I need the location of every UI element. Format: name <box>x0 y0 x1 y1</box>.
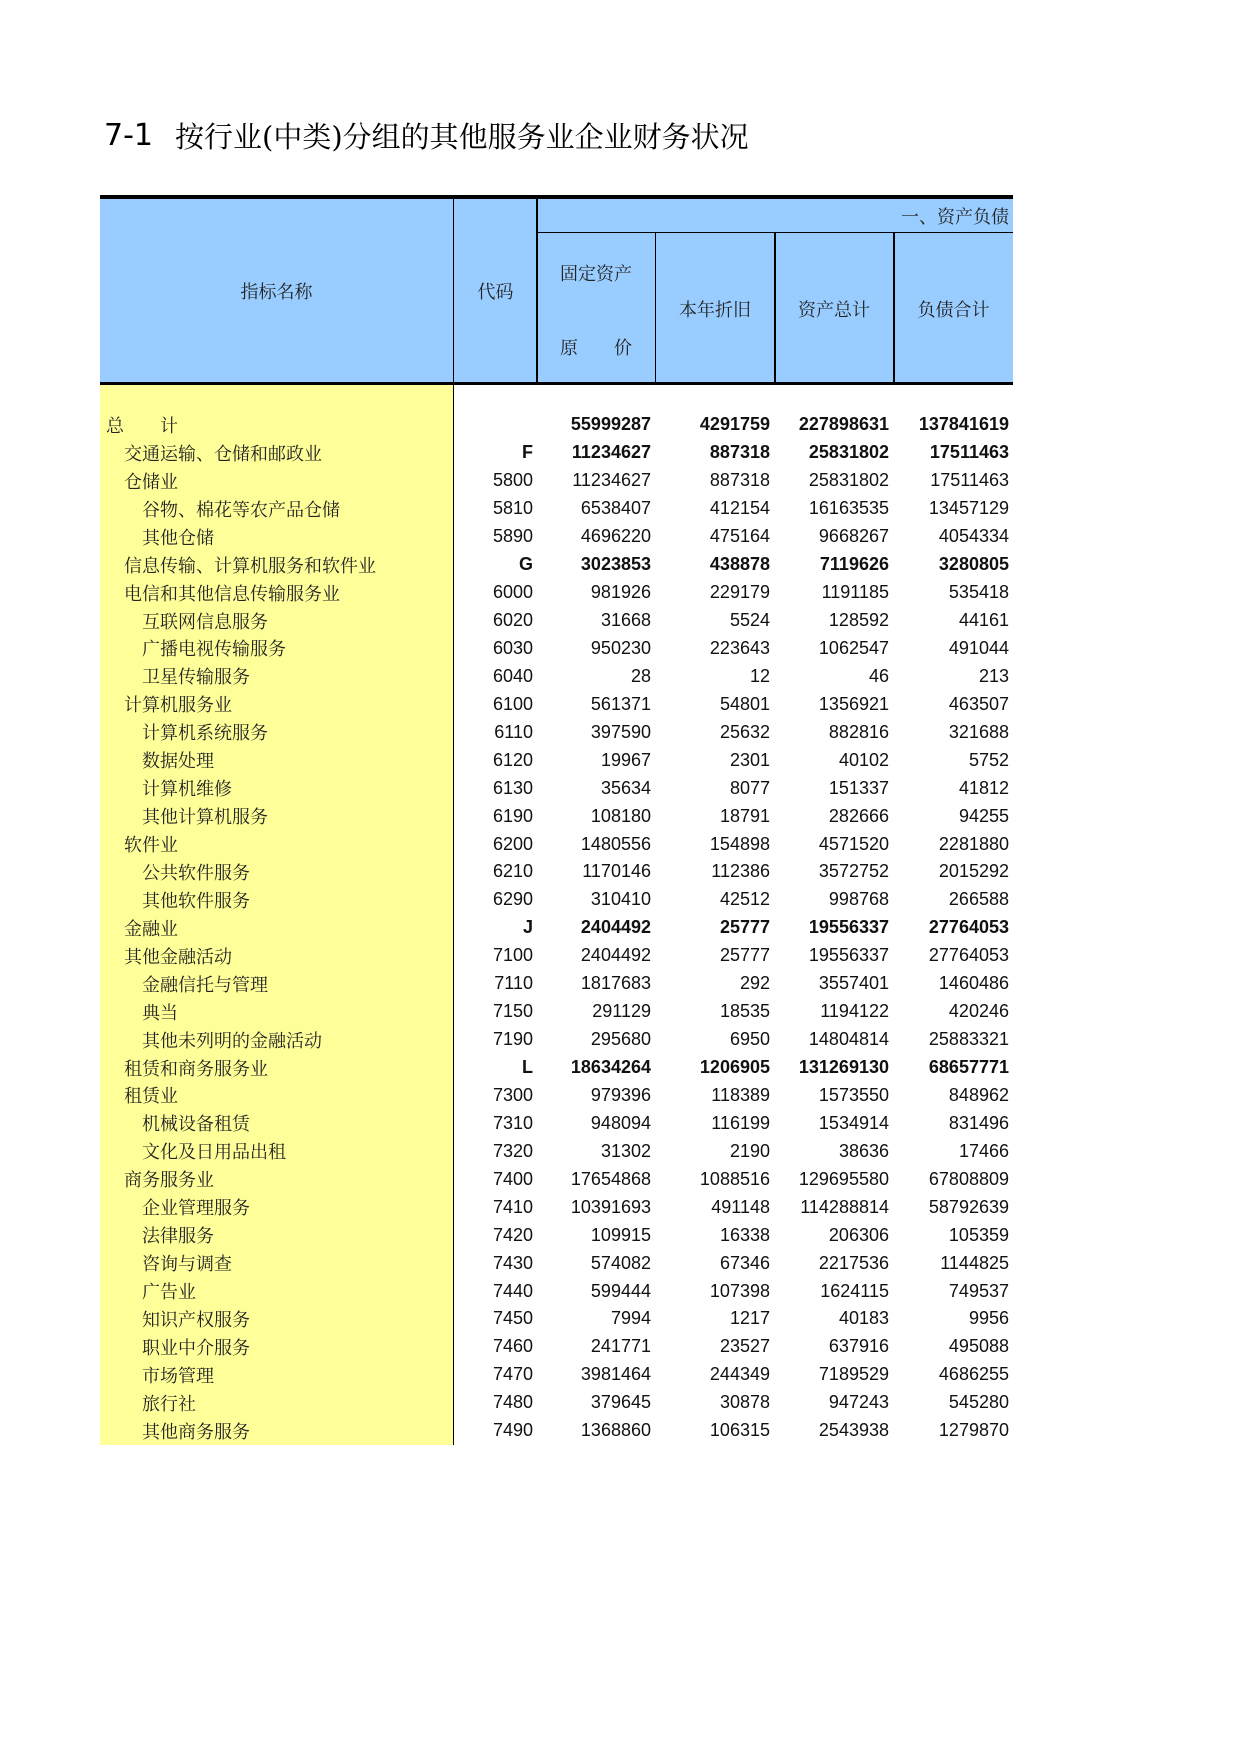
value-fixed-assets: 18634264 <box>570 1057 651 1078</box>
value-depreciation: 475164 <box>709 526 770 547</box>
header-col-fixed-assets-line1: 固定资产 <box>560 264 632 285</box>
row-code: 6020 <box>492 610 533 631</box>
value-total-assets: 19556337 <box>808 945 889 966</box>
value-total-liabilities: 535418 <box>948 582 1009 603</box>
table-row <box>100 774 1013 802</box>
table-row <box>100 802 1013 830</box>
value-total-liabilities: 2015292 <box>938 861 1009 882</box>
row-code: 7480 <box>492 1392 533 1413</box>
row-code: 7300 <box>492 1084 533 1105</box>
value-depreciation: 25777 <box>719 917 770 938</box>
row-name: 企业管理服务 <box>142 1198 250 1220</box>
value-depreciation: 16338 <box>719 1224 770 1245</box>
value-total-assets: 7189529 <box>818 1364 889 1385</box>
table-row <box>100 523 1013 551</box>
row-name: 其他金融活动 <box>124 946 232 968</box>
value-fixed-assets: 1170146 <box>582 861 651 882</box>
value-total-assets: 1062547 <box>818 637 889 658</box>
row-name: 谷物、棉花等农产品仓储 <box>142 499 340 521</box>
value-depreciation: 67346 <box>719 1252 770 1273</box>
value-depreciation: 5524 <box>729 610 770 631</box>
table-row <box>100 914 1013 942</box>
value-depreciation: 438878 <box>709 554 770 575</box>
table-row <box>100 607 1013 635</box>
header-divider <box>536 199 538 383</box>
value-total-assets: 114288814 <box>800 1196 889 1217</box>
table-row <box>100 746 1013 774</box>
value-depreciation: 223643 <box>709 637 770 658</box>
value-fixed-assets: 241771 <box>590 1336 651 1357</box>
table-row <box>100 1249 1013 1277</box>
value-fixed-assets: 1480556 <box>580 833 651 854</box>
table-row <box>100 830 1013 858</box>
value-total-assets: 131269130 <box>798 1057 889 1078</box>
row-name: 电信和其他信息传输服务业 <box>124 583 340 605</box>
header-col-total-liabilities: 负债合计 <box>917 299 990 321</box>
row-name: 法律服务 <box>142 1226 214 1248</box>
value-total-assets: 129695580 <box>798 1168 889 1189</box>
value-total-liabilities: 44161 <box>958 610 1009 631</box>
value-total-assets: 1356921 <box>818 693 889 714</box>
value-total-assets: 40102 <box>838 749 889 770</box>
value-depreciation: 412154 <box>709 498 770 519</box>
row-name: 计算机维修 <box>142 779 232 801</box>
value-fixed-assets: 599444 <box>590 1280 651 1301</box>
page-title <box>104 112 749 158</box>
value-total-assets: 7119626 <box>819 554 889 575</box>
row-name: 互联网信息服务 <box>142 611 268 633</box>
row-name: 仓储业 <box>124 471 178 493</box>
table-title: 按行业(中类)分组的其他服务业企业财务状况 <box>175 119 749 154</box>
table-row <box>100 942 1013 970</box>
value-depreciation: 4291759 <box>699 414 770 435</box>
value-depreciation: 2190 <box>729 1140 770 1161</box>
value-fixed-assets: 35634 <box>600 777 651 798</box>
value-depreciation: 54801 <box>719 693 770 714</box>
table-row <box>100 1221 1013 1249</box>
row-name: 广告业 <box>142 1282 196 1304</box>
row-name: 计算机系统服务 <box>142 723 268 745</box>
value-total-liabilities: 213 <box>978 665 1009 686</box>
table-row <box>100 1054 1013 1082</box>
value-total-liabilities: 1460486 <box>938 973 1009 994</box>
value-fixed-assets: 19967 <box>600 749 651 770</box>
value-depreciation: 12 <box>749 665 770 686</box>
value-total-assets: 16163535 <box>808 498 889 519</box>
row-code: 7310 <box>492 1112 533 1133</box>
value-fixed-assets: 7994 <box>610 1308 651 1329</box>
table-row <box>100 1361 1013 1389</box>
row-code: 6110 <box>494 721 533 742</box>
value-fixed-assets: 2404492 <box>580 917 651 938</box>
table-row <box>100 635 1013 663</box>
value-total-assets: 282666 <box>828 805 889 826</box>
value-total-liabilities: 41812 <box>958 777 1009 798</box>
row-code: 7190 <box>492 1029 533 1050</box>
row-code: 7420 <box>492 1224 533 1245</box>
row-name: 软件业 <box>124 835 178 857</box>
value-total-liabilities: 266588 <box>948 889 1009 910</box>
table-row <box>100 439 1013 467</box>
row-code: 7100 <box>492 945 533 966</box>
row-name: 租赁业 <box>124 1086 178 1108</box>
row-name: 总 计 <box>106 415 178 437</box>
value-depreciation: 292 <box>739 973 770 994</box>
value-total-assets: 2543938 <box>818 1420 889 1441</box>
table-row <box>100 579 1013 607</box>
value-total-assets: 38636 <box>838 1140 889 1161</box>
value-total-assets: 3572752 <box>818 861 889 882</box>
row-code: 6000 <box>492 582 533 603</box>
table-row <box>100 886 1013 914</box>
header-col-total-assets: 资产总计 <box>798 299 870 321</box>
value-fixed-assets: 6538407 <box>580 498 651 519</box>
value-total-liabilities: 67808809 <box>928 1168 1009 1189</box>
row-name: 咨询与调查 <box>142 1254 232 1276</box>
row-code: 5800 <box>492 470 533 491</box>
value-depreciation: 118389 <box>711 1084 770 1105</box>
value-total-assets: 1624115 <box>820 1280 889 1301</box>
row-name: 其他商务服务 <box>142 1421 250 1443</box>
value-fixed-assets: 4696220 <box>580 526 651 547</box>
table-row <box>100 1305 1013 1333</box>
table-row <box>100 1389 1013 1417</box>
row-name: 金融业 <box>124 918 178 940</box>
row-code: 7110 <box>494 973 533 994</box>
row-code: 6190 <box>492 805 533 826</box>
value-total-liabilities: 5752 <box>968 749 1009 770</box>
row-name: 计算机服务业 <box>124 695 232 717</box>
value-fixed-assets: 55999287 <box>570 414 651 435</box>
row-name: 文化及日用品出租 <box>142 1142 286 1164</box>
row-name: 典当 <box>142 1002 178 1024</box>
table-row <box>100 1417 1013 1445</box>
value-fixed-assets: 948094 <box>590 1112 651 1133</box>
value-total-assets: 637916 <box>828 1336 889 1357</box>
value-total-assets: 1573550 <box>818 1084 889 1105</box>
row-code: 7410 <box>492 1196 533 1217</box>
value-fixed-assets: 3023853 <box>580 554 651 575</box>
value-depreciation: 25777 <box>719 945 770 966</box>
row-code: 6040 <box>492 665 533 686</box>
value-total-liabilities: 4686255 <box>938 1364 1009 1385</box>
row-name: 商务服务业 <box>124 1170 214 1192</box>
value-fixed-assets: 17654868 <box>570 1168 651 1189</box>
value-fixed-assets: 31302 <box>600 1140 651 1161</box>
header-code-col: 代码 <box>477 282 514 303</box>
value-total-liabilities: 13457129 <box>928 498 1009 519</box>
value-depreciation: 491148 <box>711 1196 770 1217</box>
value-depreciation: 18791 <box>719 805 770 826</box>
table-row <box>100 1082 1013 1110</box>
table-row <box>100 1137 1013 1165</box>
value-total-liabilities: 105359 <box>948 1224 1009 1245</box>
value-total-assets: 206306 <box>828 1224 889 1245</box>
header-divider <box>774 233 776 383</box>
value-fixed-assets: 397590 <box>590 721 651 742</box>
row-code: 5810 <box>492 498 533 519</box>
value-fixed-assets: 11234627 <box>572 470 651 491</box>
value-fixed-assets: 109915 <box>590 1224 651 1245</box>
header-col-depreciation: 本年折旧 <box>679 299 751 321</box>
value-fixed-assets: 295680 <box>590 1029 651 1050</box>
header-divider <box>893 233 895 383</box>
row-code: 7490 <box>492 1420 533 1441</box>
value-total-assets: 3557401 <box>818 973 889 994</box>
value-total-liabilities: 2281880 <box>938 833 1009 854</box>
value-depreciation: 25632 <box>719 721 770 742</box>
value-total-liabilities: 4054334 <box>938 526 1009 547</box>
value-total-assets: 128592 <box>828 610 889 631</box>
value-fixed-assets: 11234627 <box>571 442 651 463</box>
value-fixed-assets: 379645 <box>590 1392 651 1413</box>
value-depreciation: 8077 <box>729 777 770 798</box>
value-fixed-assets: 574082 <box>590 1252 651 1273</box>
header-group-label <box>538 199 1013 233</box>
row-code: 7320 <box>492 1140 533 1161</box>
value-total-liabilities: 25883321 <box>928 1029 1009 1050</box>
row-name: 市场管理 <box>142 1365 214 1387</box>
row-name: 其他仓储 <box>142 527 214 549</box>
row-code: 7440 <box>492 1280 533 1301</box>
value-total-liabilities: 17511463 <box>929 442 1009 463</box>
row-code: 7460 <box>492 1336 533 1357</box>
value-depreciation: 30878 <box>719 1392 770 1413</box>
value-depreciation: 1088516 <box>699 1168 770 1189</box>
row-name: 交通运输、仓储和邮政业 <box>124 443 322 465</box>
row-code: 6030 <box>492 637 533 658</box>
row-name: 知识产权服务 <box>142 1309 250 1331</box>
row-code: 7430 <box>492 1252 533 1273</box>
value-total-liabilities: 17511463 <box>930 470 1009 491</box>
value-total-liabilities: 27764053 <box>928 945 1009 966</box>
row-code: 6120 <box>492 749 533 770</box>
table-row <box>100 1193 1013 1221</box>
value-total-liabilities: 495088 <box>948 1336 1009 1357</box>
value-depreciation: 116199 <box>711 1112 770 1133</box>
table-header <box>100 199 1013 383</box>
value-total-liabilities: 749537 <box>948 1280 1009 1301</box>
row-code: 6210 <box>492 861 533 882</box>
value-total-liabilities: 17466 <box>958 1140 1009 1161</box>
row-code: 6130 <box>492 777 533 798</box>
value-fixed-assets: 561371 <box>590 693 651 714</box>
table-body <box>100 411 1013 1445</box>
value-depreciation: 112386 <box>711 861 770 882</box>
value-depreciation: 6950 <box>729 1029 770 1050</box>
value-total-liabilities: 1144825 <box>940 1252 1009 1273</box>
value-total-liabilities: 3280805 <box>938 554 1009 575</box>
value-total-assets: 4571520 <box>818 833 889 854</box>
value-total-liabilities: 137841619 <box>918 414 1009 435</box>
value-total-liabilities: 848962 <box>948 1084 1009 1105</box>
value-depreciation: 2301 <box>729 749 770 770</box>
table-row <box>100 411 1013 439</box>
value-total-liabilities: 463507 <box>948 693 1009 714</box>
value-depreciation: 107398 <box>709 1280 770 1301</box>
row-code: 7470 <box>492 1364 533 1385</box>
table-row <box>100 1026 1013 1054</box>
value-fixed-assets: 979396 <box>590 1084 651 1105</box>
value-depreciation: 18535 <box>719 1001 770 1022</box>
value-fixed-assets: 310410 <box>590 889 651 910</box>
table-row <box>100 467 1013 495</box>
value-depreciation: 106315 <box>709 1420 770 1441</box>
value-total-liabilities: 491044 <box>948 637 1009 658</box>
value-total-assets: 1194122 <box>820 1001 889 1022</box>
value-total-liabilities: 545280 <box>948 1392 1009 1413</box>
value-total-liabilities: 420246 <box>948 1001 1009 1022</box>
value-total-liabilities: 68657771 <box>928 1057 1009 1078</box>
row-name: 公共软件服务 <box>142 862 250 884</box>
row-code: 6200 <box>492 833 533 854</box>
value-depreciation: 1217 <box>729 1308 770 1329</box>
value-depreciation: 23527 <box>719 1336 770 1357</box>
value-depreciation: 42512 <box>719 889 770 910</box>
header-divider <box>453 199 454 383</box>
table-row <box>100 662 1013 690</box>
value-total-liabilities: 27764053 <box>928 917 1009 938</box>
header-divider <box>655 233 656 383</box>
value-fixed-assets: 10391693 <box>570 1196 651 1217</box>
table-row <box>100 690 1013 718</box>
row-name: 租赁和商务服务业 <box>124 1058 268 1080</box>
value-total-assets: 151337 <box>828 777 889 798</box>
value-fixed-assets: 28 <box>630 665 651 686</box>
table-row <box>100 1165 1013 1193</box>
value-total-liabilities: 9956 <box>968 1308 1009 1329</box>
value-depreciation: 154898 <box>709 833 770 854</box>
row-name: 职业中介服务 <box>142 1337 250 1359</box>
value-total-assets: 14804814 <box>808 1029 889 1050</box>
row-code: 7400 <box>492 1168 533 1189</box>
value-total-assets: 25831802 <box>808 470 889 491</box>
value-total-liabilities: 94255 <box>958 805 1009 826</box>
value-total-liabilities: 1279870 <box>938 1420 1009 1441</box>
row-code: 6290 <box>492 889 533 910</box>
value-total-liabilities: 58792639 <box>928 1196 1009 1217</box>
value-fixed-assets: 1817683 <box>580 973 651 994</box>
value-total-liabilities: 831496 <box>948 1112 1009 1133</box>
row-code: 7450 <box>492 1308 533 1329</box>
table-row <box>100 495 1013 523</box>
value-total-assets: 9668267 <box>818 526 889 547</box>
table-number: 7-1 <box>104 117 153 153</box>
value-depreciation: 887318 <box>709 442 770 463</box>
value-depreciation: 229179 <box>709 582 770 603</box>
value-total-assets: 40183 <box>838 1308 889 1329</box>
value-total-assets: 2217536 <box>818 1252 889 1273</box>
value-depreciation: 244349 <box>709 1364 770 1385</box>
row-code: 5890 <box>492 526 533 547</box>
table-row <box>100 970 1013 998</box>
row-code: F <box>522 442 533 463</box>
value-fixed-assets: 950230 <box>590 637 651 658</box>
value-fixed-assets: 2404492 <box>580 945 651 966</box>
table-row <box>100 718 1013 746</box>
row-code: L <box>522 1057 533 1078</box>
value-total-assets: 25831802 <box>808 442 889 463</box>
value-total-assets: 998768 <box>828 889 889 910</box>
row-name: 旅行社 <box>142 1393 196 1415</box>
row-name: 数据处理 <box>142 751 214 773</box>
table-row <box>100 1109 1013 1137</box>
table-row <box>100 1333 1013 1361</box>
row-code: J <box>522 917 533 938</box>
value-total-liabilities: 321688 <box>948 721 1009 742</box>
value-total-assets: 1534914 <box>818 1112 889 1133</box>
value-total-assets: 947243 <box>828 1392 889 1413</box>
table-row <box>100 551 1013 579</box>
row-name: 机械设备租赁 <box>142 1114 250 1136</box>
row-code: G <box>518 554 533 575</box>
value-fixed-assets: 3981464 <box>580 1364 651 1385</box>
value-total-assets: 1191185 <box>821 582 889 603</box>
value-depreciation: 1206905 <box>699 1057 770 1078</box>
table-row <box>100 998 1013 1026</box>
value-fixed-assets: 108180 <box>590 805 651 826</box>
value-fixed-assets: 981926 <box>590 582 651 603</box>
row-name: 信息传输、计算机服务和软件业 <box>124 555 376 577</box>
row-name: 广播电视传输服务 <box>142 639 286 661</box>
row-name: 其他软件服务 <box>142 890 250 912</box>
row-name: 卫星传输服务 <box>142 667 250 689</box>
row-code: 7150 <box>492 1001 533 1022</box>
value-total-assets: 19556337 <box>808 917 889 938</box>
table-row <box>100 858 1013 886</box>
value-total-assets: 46 <box>868 665 889 686</box>
value-depreciation: 887318 <box>709 470 770 491</box>
row-code: 6100 <box>492 693 533 714</box>
row-name: 其他计算机服务 <box>142 807 268 829</box>
header-col-fixed-assets-line2: 原 价 <box>560 338 632 359</box>
header-group-text: 一、资产负债 <box>901 207 1009 228</box>
header-col-fixed-assets <box>538 234 655 383</box>
row-name: 金融信托与管理 <box>142 974 268 996</box>
value-fixed-assets: 31668 <box>600 610 651 631</box>
value-fixed-assets: 1368860 <box>580 1420 651 1441</box>
header-name-col: 指标名称 <box>240 282 313 303</box>
row-name: 其他未列明的金融活动 <box>142 1030 322 1052</box>
value-total-assets: 882816 <box>828 721 889 742</box>
value-fixed-assets: 291129 <box>592 1001 651 1022</box>
value-total-assets: 227898631 <box>798 414 889 435</box>
table-row <box>100 1277 1013 1305</box>
